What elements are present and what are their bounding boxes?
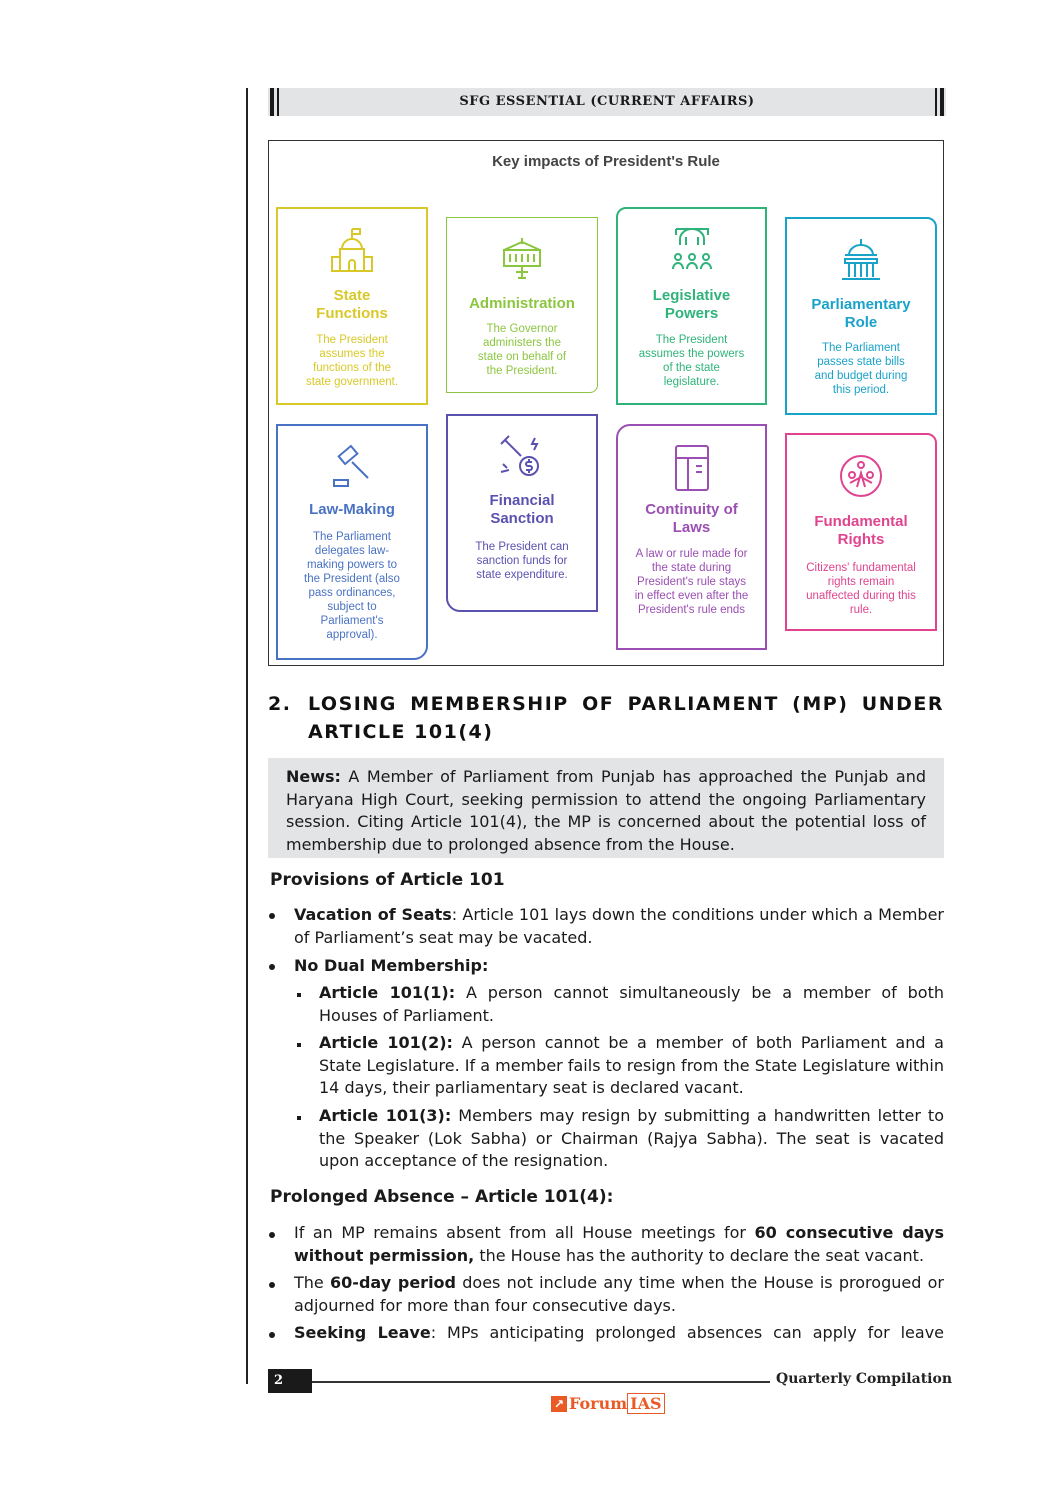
state-building-icon <box>329 227 375 275</box>
bullet <box>269 1282 275 1288</box>
logo-text-a: Forum <box>569 1394 628 1413</box>
section-title-line1: LOSING MEMBERSHIP OF PARLIAMENT (MP) UNDER <box>308 693 944 715</box>
logo-text <box>569 1394 665 1413</box>
vacation-text: : Article 101 lays down the conditions under which a Member of Parliament’s seat may be vacated. <box>294 905 944 947</box>
card-title: Fundamental Rights <box>814 513 908 548</box>
sub-text: A person cannot simultaneously be a member of both Houses of Parliament. <box>319 983 944 1025</box>
bold-part: 60-day period <box>330 1273 456 1292</box>
text-part: : MPs anticipating prolonged absences can apply for leave <box>430 1323 945 1342</box>
sub-text: A person cannot be a member of both Parliament and a State Legislature. If a member fails to resign from the State Legislature within 14 days, their parliamentary seat is declared vacant. <box>319 1033 944 1097</box>
footer-title: Quarterly Compilation <box>776 1371 952 1387</box>
sub-label: Article 101(2): <box>319 1033 453 1052</box>
card-title: State Functions <box>316 287 388 322</box>
sub-bullet <box>297 1043 301 1047</box>
card-title: Legislative Powers <box>652 287 731 322</box>
card-text: The Parliament delegates law-making powers to the President (also pass ordinances, subject to Parliament's approval). <box>304 531 400 641</box>
card-title: Administration <box>469 295 575 312</box>
card-administration <box>446 217 598 393</box>
card-title: Law-Making <box>309 501 395 518</box>
sub-bullet <box>297 993 301 997</box>
vacation-label: Vacation of Seats <box>294 905 452 924</box>
text-part: The <box>294 1273 331 1292</box>
page-number: 2 <box>268 1369 312 1393</box>
card-text: Citizens' fundamental rights remain unaffected during this rule. <box>806 562 916 616</box>
legislature-people-icon <box>668 225 716 273</box>
people-circle-icon <box>838 453 884 499</box>
card-text: The President assumes the functions of the state government. <box>305 334 399 388</box>
sub-label: Article 101(1): <box>319 983 456 1002</box>
header-title: SFG ESSENTIAL (CURRENT AFFAIRS) <box>459 94 755 109</box>
bullet <box>269 1232 275 1238</box>
news-text <box>286 766 926 856</box>
card-text: The President can sanction funds for state expenditure. <box>475 541 569 581</box>
article-101-2 <box>319 1032 944 1100</box>
card-title: Continuity of Laws <box>645 501 738 536</box>
text-part: does not include any time when the House is prorogued or adjourned for more than four consecutive days. <box>294 1273 945 1315</box>
absence-heading: Prolonged Absence – Article 101(4): <box>270 1187 614 1207</box>
provisions-heading: Provisions of Article 101 <box>270 870 505 890</box>
money-sanction-icon <box>499 434 545 480</box>
card-text: The Governor administers the state on behalf of the President. <box>477 323 567 377</box>
footer-rule <box>312 1381 770 1383</box>
gavel-icon <box>330 444 374 488</box>
infographic-title: Key impacts of President's Rule <box>492 153 720 170</box>
document-icon <box>672 444 712 492</box>
bold-part: 60 consecutive days without permission, <box>294 1223 944 1265</box>
card-text: The Parliament passes state bills and budget during this period. <box>814 342 908 396</box>
card-fundamental-rights <box>785 433 937 631</box>
sub-text: Members may resign by submitting a handwritten letter to the Speaker (Lok Sabha) or Chairman (Rajya Sabha). The seat is vacated upon acceptance of the resignation. <box>319 1106 944 1170</box>
card-parliamentary-role <box>785 217 937 415</box>
article-101-3 <box>319 1105 944 1173</box>
card-financial-sanction <box>446 414 598 612</box>
text-part: the House has the authority to declare the seat vacant. <box>474 1245 925 1265</box>
card-state-functions <box>276 207 428 405</box>
section-title-line2: ARTICLE 101(4) <box>308 721 494 743</box>
absence-item-1 <box>294 1222 944 1267</box>
section-number: 2. <box>268 693 292 715</box>
dual-label: No Dual Membership: <box>294 956 489 975</box>
card-text: The President assumes the powers of the state legislature. <box>638 334 745 388</box>
card-title: Financial Sanction <box>489 492 555 527</box>
dual-item <box>294 955 944 978</box>
card-text: A law or rule made for the state during President's rule stays in effect even after the President's rule ends <box>634 548 749 616</box>
bold-part: Seeking Leave <box>294 1323 431 1342</box>
logo-text-b: IAS <box>627 1393 664 1414</box>
sub-label: Article 101(3): <box>319 1106 452 1125</box>
running-header <box>268 88 946 116</box>
logo-arrow-icon: ↗ <box>551 1396 567 1412</box>
president-rule-infographic <box>268 140 944 666</box>
text-part: If an MP remains absent from all House meetings for <box>294 1223 755 1242</box>
card-legislative-powers <box>616 207 767 405</box>
bullet <box>269 913 275 919</box>
news-box <box>268 758 944 858</box>
absence-item-3 <box>294 1322 944 1345</box>
parliament-dome-icon <box>839 237 883 285</box>
news-body: A Member of Parliament from Punjab has approached the Punjab and Haryana High Court, seeking permission to attend the ongoing Parliamentary session. Citing Article 101(4), the MP is concerned about the potential loss of membership due to prolonged absence from the House. <box>286 767 926 854</box>
absence-item-2 <box>294 1272 944 1317</box>
sub-bullet <box>297 1116 301 1120</box>
bullet <box>269 1332 275 1338</box>
card-law-making <box>276 424 428 660</box>
card-continuity-of-laws <box>616 424 767 650</box>
news-label: News: <box>286 767 341 786</box>
vacation-item <box>294 904 944 949</box>
article-101-1 <box>319 982 944 1027</box>
margin-rule <box>246 88 248 1384</box>
card-title: Parliamentary Role <box>811 296 911 331</box>
bullet <box>269 964 275 970</box>
administration-building-icon <box>500 236 544 280</box>
